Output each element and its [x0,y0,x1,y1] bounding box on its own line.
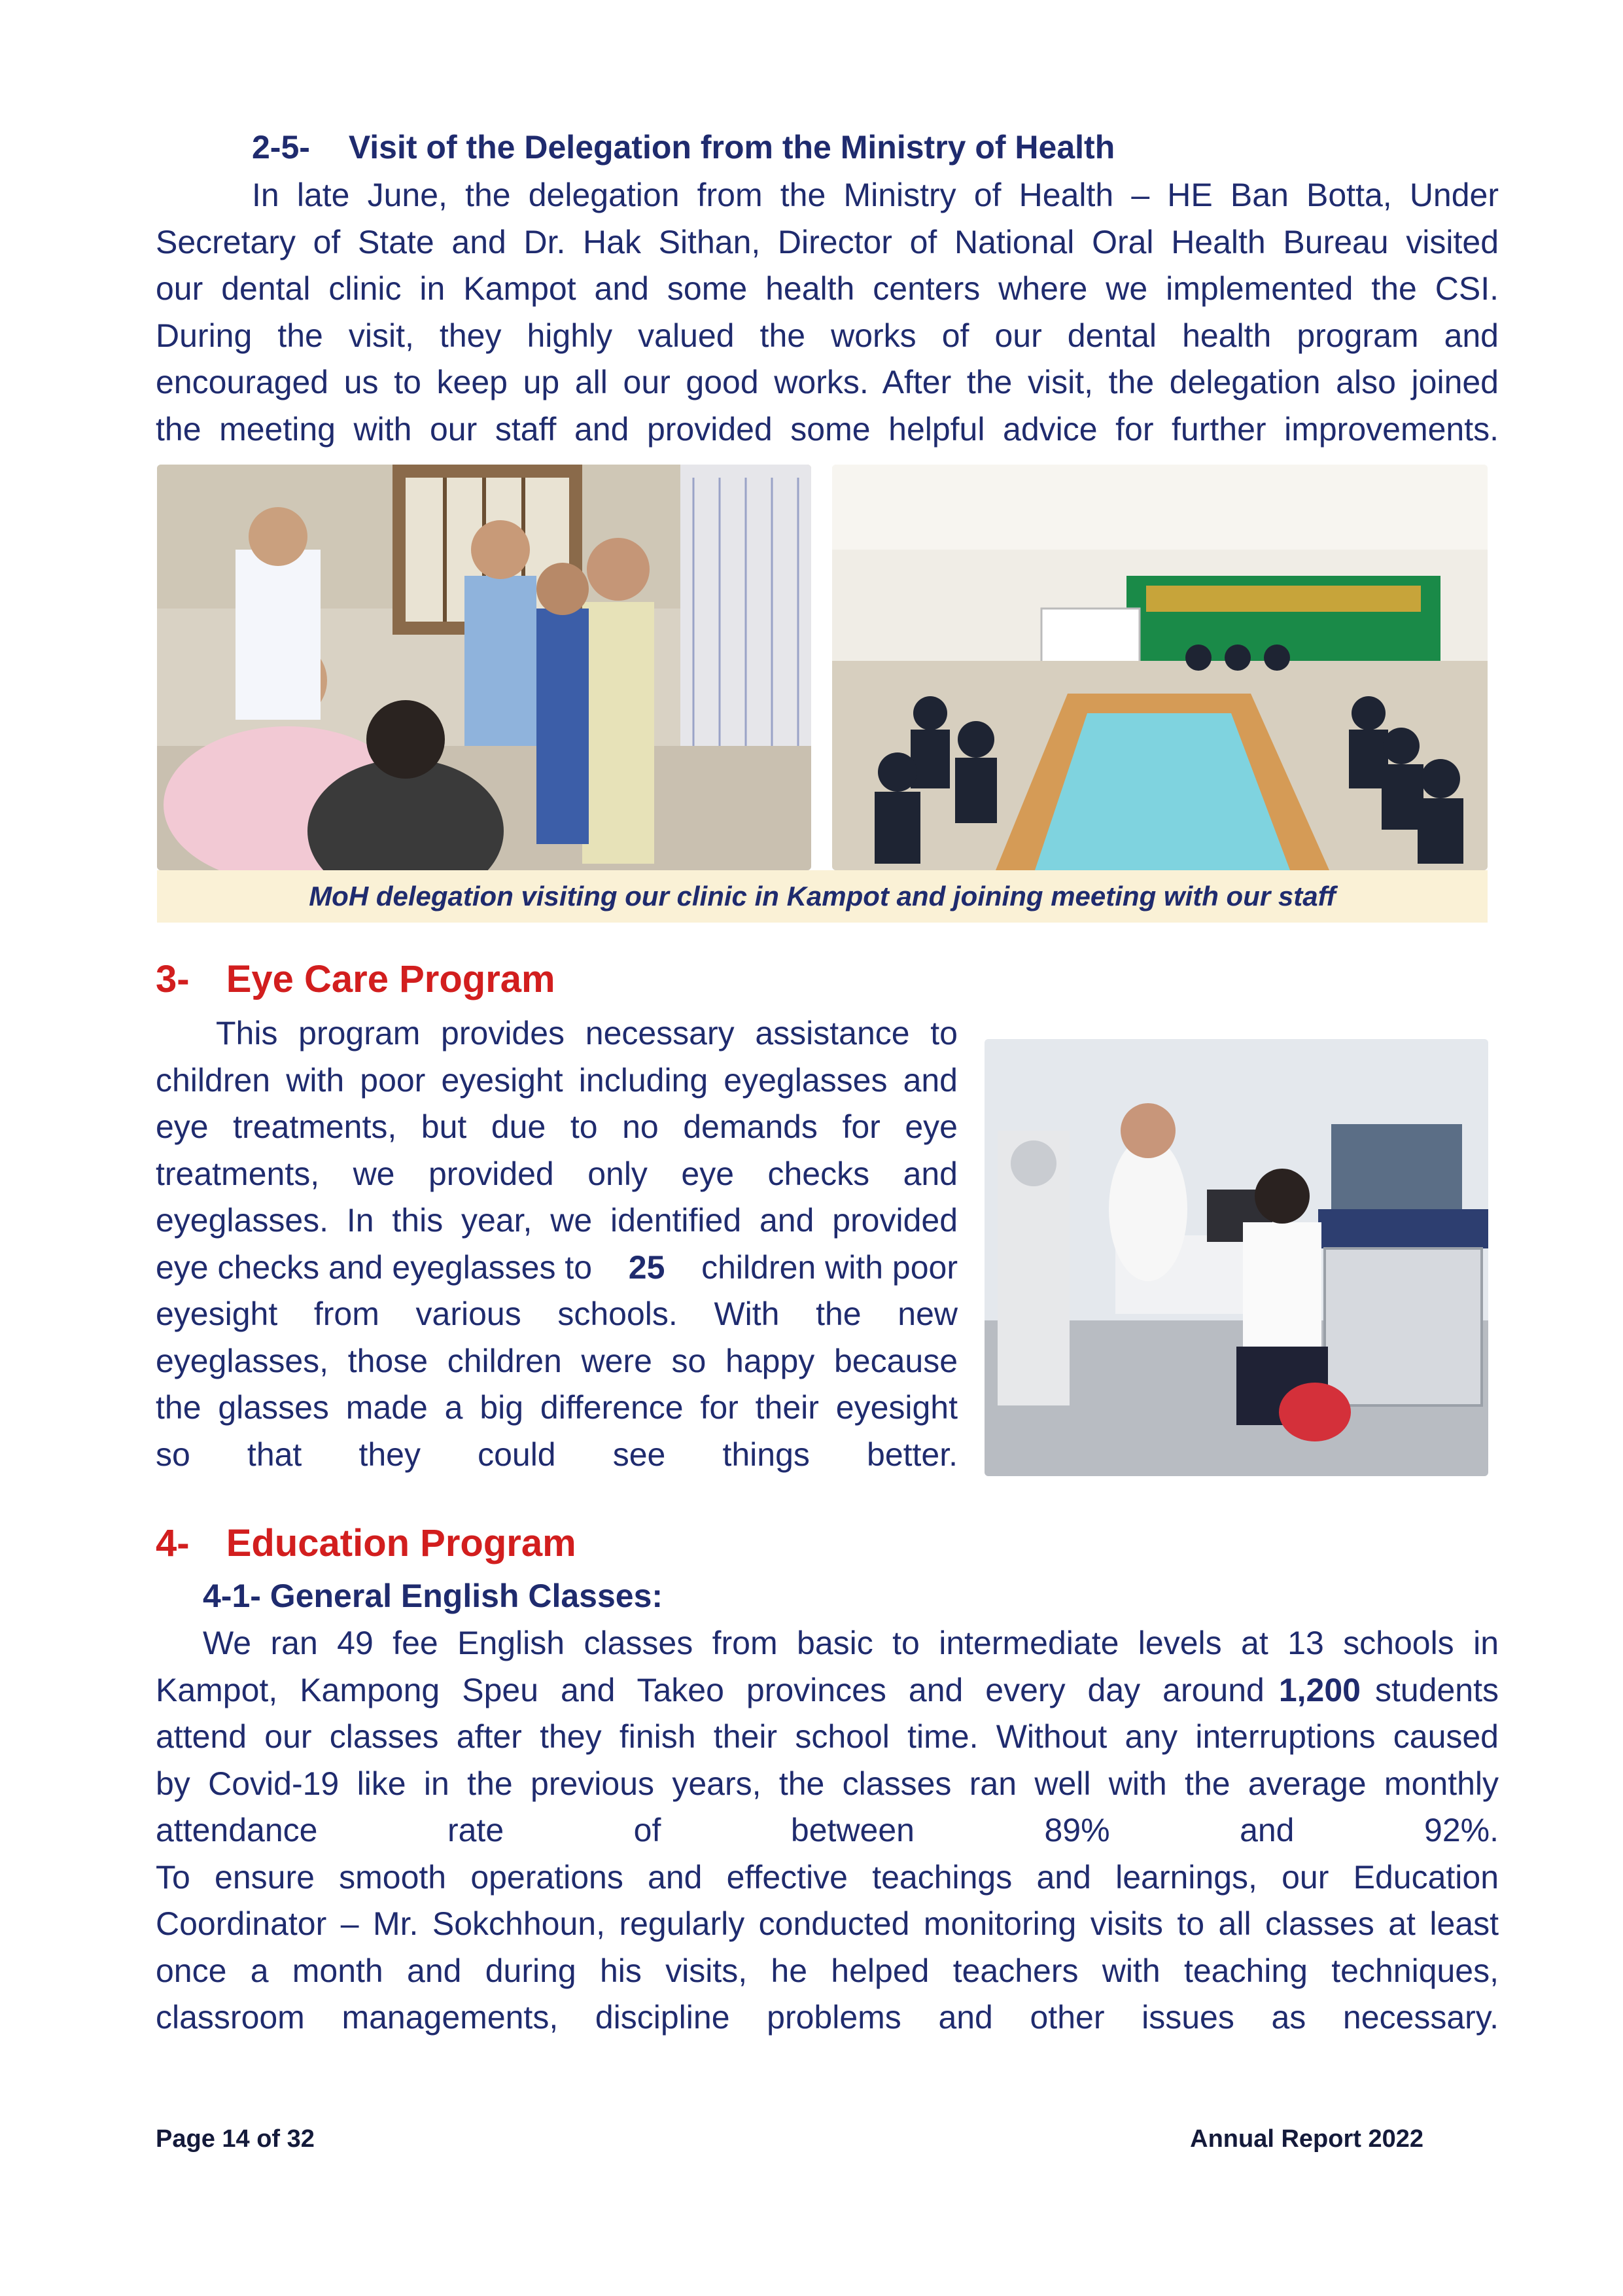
paragraph-line: attendance rate of between 89% and 92%. [156,1812,1499,1848]
paragraph-line: eyesight from various schools. With the new [156,1296,958,1332]
paragraph-line: the meeting with our staff and provided some helpful advice for further improvements. [156,410,1499,448]
section-4-paragraph [156,1620,1499,2041]
report-title: Annual Report 2022 [1190,2125,1423,2153]
paragraph-line: We ran 49 fee English classes from basic to intermediate levels at 13 schools in [203,1625,1499,1661]
paragraph-line: Secretary of State and Dr. Hak Sithan, Director of National Oral Health Bureau visited [156,223,1499,260]
paragraph-line: Coordinator – Mr. Sokchhoun, regularly conducted monitoring visits to all classes at least [156,1905,1499,1942]
paragraph-line: so that they could see things better. [156,1436,958,1473]
paragraph-line: eye treatments, but due to no demands for eye [156,1108,958,1145]
subsection-4-1-heading [203,1577,663,1615]
paragraph-line: the glasses made a big difference for their eyesight [156,1389,958,1426]
section-title: Visit of the Delegation from the Ministry of Health [348,129,1115,166]
paragraph-line: eyeglasses, those children were so happy because [156,1342,958,1379]
section-3-paragraph [156,1010,958,1478]
line-part: children with poor [701,1248,958,1286]
paragraph-line: our dental clinic in Kampot and some health centers where we implemented the CSI. [156,270,1499,307]
section-title: Eye Care Program [226,958,555,1000]
paragraph-line [156,1667,1499,1714]
paragraph-line: eyeglasses. In this year, we identified and provided [156,1202,958,1239]
clinic-visit-photo [157,465,811,870]
section-4-heading [156,1521,576,1565]
section-2-5-paragraph [156,172,1499,453]
paragraph-line: To ensure smooth operations and effective teachings and learnings, our Education [156,1858,1499,1896]
paragraph-line: In late June, the delegation from the Ministry of Health – HE Ban Botta, Under [252,177,1499,213]
eye-check-photo [985,1039,1488,1476]
children-count: 25 [628,1248,665,1286]
paragraph-line: attend our classes after they finish their school time. Without any interruptions caused [156,1718,1499,1755]
paragraph-line [156,1245,958,1292]
section-2-5-heading [252,128,1115,166]
paragraph-line: During the visit, they highly valued the works of our dental health program and [156,317,1499,354]
paragraph-line: once a month and during his visits, he helped teachers with teaching techniques, [156,1952,1499,1989]
paragraph-line: by Covid-19 like in the previous years, the classes ran well with the average monthly [156,1765,1499,1802]
section-number: 4- [156,1522,190,1564]
caption-text: MoH delegation visiting our clinic in Kampot and joining meeting with our staff [309,881,1336,911]
line-part: students [1374,1671,1499,1708]
paragraph-line: treatments, we provided only eye checks and [156,1155,958,1192]
subsection-title: 4-1- General English Classes: [203,1578,663,1614]
paragraph-line: classroom managements, discipline problems and other issues as necessary. [156,1999,1499,2036]
students-count: 1,200 [1278,1671,1361,1708]
paragraph-line: encouraged us to keep up all our good works. After the visit, the delegation also joined [156,364,1499,400]
photo-caption [157,870,1488,923]
staff-meeting-photo [832,465,1488,870]
line-part: eye checks and eyeglasses to [156,1248,593,1286]
paragraph-line: children with poor eyesight including eyeglasses and [156,1061,958,1099]
page-number: Page 14 of 32 [156,2125,315,2153]
line-part: Kampot, Kampong Speu and Takeo provinces and every day around [156,1671,1265,1708]
section-title: Education Program [226,1522,576,1564]
paragraph-line: This program provides necessary assistance to [216,1015,958,1051]
section-number: 2-5- [252,129,310,166]
section-number: 3- [156,958,190,1000]
section-3-heading [156,957,555,1001]
